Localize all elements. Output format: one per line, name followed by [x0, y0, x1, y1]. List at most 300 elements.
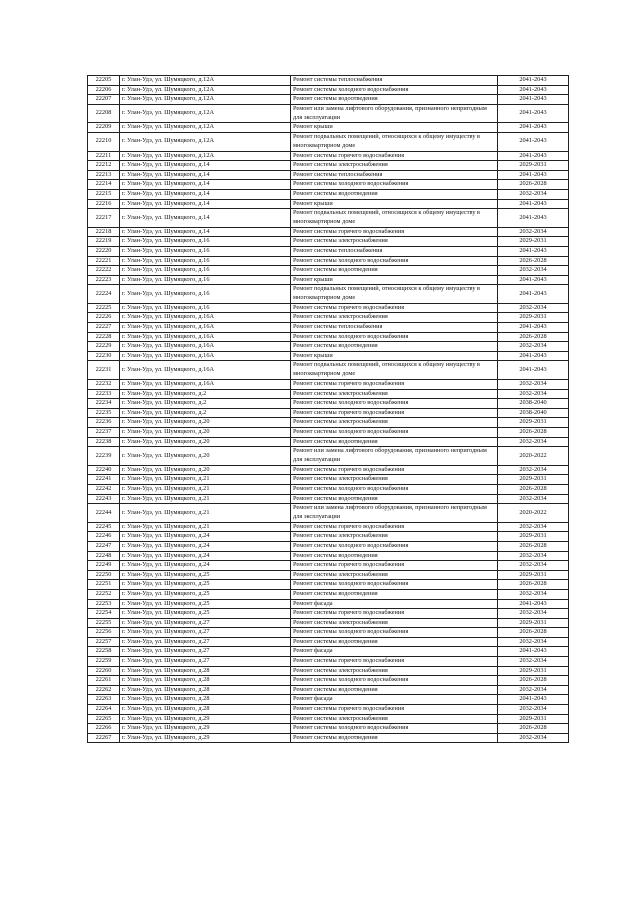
period-cell: 2041-2043 — [498, 209, 569, 228]
row-number-cell: 22266 — [88, 724, 120, 734]
work-type-cell: Ремонт подвальных помещений, относящихся к общему имуществу в многоквартирном доме — [291, 361, 498, 380]
table-row — [88, 628, 569, 638]
row-number-cell: 22224 — [88, 285, 120, 304]
period-cell: 2026-2028 — [498, 332, 569, 342]
period-cell: 2041-2043 — [498, 85, 569, 95]
table-row — [88, 85, 569, 95]
address-cell: г. Улан-Удэ, ул. Шумяцкого, д.28 — [120, 685, 291, 695]
table-row — [88, 332, 569, 342]
address-cell: г. Улан-Удэ, ул. Шумяцкого, д.25 — [120, 589, 291, 599]
work-type-cell: Ремонт системы холодного водоснабжения — [291, 724, 498, 734]
work-type-cell: Ремонт системы горячего водоснабжения — [291, 609, 498, 619]
address-cell: г. Улан-Удэ, ул. Шумяцкого, д.16А — [120, 351, 291, 361]
address-cell: г. Улан-Удэ, ул. Шумяцкого, д.16А — [120, 332, 291, 342]
period-cell: 2032-2034 — [498, 551, 569, 561]
work-type-cell: Ремонт системы горячего водоснабжения — [291, 465, 498, 475]
address-cell: г. Улан-Удэ, ул. Шумяцкого, д.2 — [120, 389, 291, 399]
period-cell: 2026-2028 — [498, 541, 569, 551]
address-cell: г. Улан-Удэ, ул. Шумяцкого, д.16 — [120, 266, 291, 276]
period-cell: 2032-2034 — [498, 494, 569, 504]
period-cell: 2041-2043 — [498, 599, 569, 609]
period-cell: 2032-2034 — [498, 561, 569, 571]
row-number-cell: 22212 — [88, 161, 120, 171]
row-number-cell: 22216 — [88, 199, 120, 209]
row-number-cell: 22250 — [88, 570, 120, 580]
table-row — [88, 599, 569, 609]
row-number-cell: 22245 — [88, 522, 120, 532]
address-cell: г. Улан-Удэ, ул. Шумяцкого, д.12А — [120, 123, 291, 133]
table-row — [88, 380, 569, 390]
row-number-cell: 22229 — [88, 342, 120, 352]
row-number-cell: 22247 — [88, 541, 120, 551]
work-type-cell: Ремонт системы горячего водоснабжения — [291, 408, 498, 418]
row-number-cell: 22221 — [88, 256, 120, 266]
row-number-cell: 22263 — [88, 695, 120, 705]
table-row — [88, 676, 569, 686]
work-type-cell: Ремонт системы электроснабжения — [291, 161, 498, 171]
table-row — [88, 428, 569, 438]
work-type-cell: Ремонт системы электроснабжения — [291, 666, 498, 676]
work-type-cell: Ремонт фасада — [291, 695, 498, 705]
row-number-cell: 22259 — [88, 657, 120, 667]
address-cell: г. Улан-Удэ, ул. Шумяцкого, д.28 — [120, 695, 291, 705]
work-type-cell: Ремонт системы холодного водоснабжения — [291, 85, 498, 95]
table-row — [88, 285, 569, 304]
period-cell: 2032-2034 — [498, 705, 569, 715]
address-cell: г. Улан-Удэ, ул. Шумяцкого, д.16 — [120, 285, 291, 304]
work-type-cell: Ремонт системы электроснабжения — [291, 389, 498, 399]
table-row — [88, 714, 569, 724]
address-cell: г. Улан-Удэ, ул. Шумяцкого, д.16А — [120, 380, 291, 390]
work-type-cell: Ремонт системы теплоснабжения — [291, 323, 498, 333]
address-cell: г. Улан-Удэ, ул. Шумяцкого, д.28 — [120, 676, 291, 686]
work-type-cell: Ремонт системы водоотведения — [291, 637, 498, 647]
address-cell: г. Улан-Удэ, ул. Шумяцкого, д.16 — [120, 303, 291, 313]
table-body — [88, 76, 569, 743]
work-type-cell: Ремонт крыши — [291, 351, 498, 361]
work-type-cell: Ремонт системы водоотведения — [291, 266, 498, 276]
address-cell: г. Улан-Удэ, ул. Шумяцкого, д.27 — [120, 647, 291, 657]
period-cell: 2032-2034 — [498, 389, 569, 399]
period-cell: 2041-2043 — [498, 76, 569, 86]
row-number-cell: 22237 — [88, 428, 120, 438]
row-number-cell: 22242 — [88, 484, 120, 494]
row-number-cell: 22252 — [88, 589, 120, 599]
table-row — [88, 589, 569, 599]
address-cell: г. Улан-Удэ, ул. Шумяцкого, д.16А — [120, 342, 291, 352]
table-row — [88, 647, 569, 657]
period-cell: 2041-2043 — [498, 285, 569, 304]
work-type-cell: Ремонт системы водоотведения — [291, 95, 498, 105]
row-number-cell: 22258 — [88, 647, 120, 657]
table-row — [88, 609, 569, 619]
period-cell: 2032-2034 — [498, 522, 569, 532]
period-cell: 2041-2043 — [498, 695, 569, 705]
row-number-cell: 22233 — [88, 389, 120, 399]
table-row — [88, 724, 569, 734]
table-row — [88, 95, 569, 105]
address-cell: г. Улан-Удэ, ул. Шумяцкого, д.25 — [120, 599, 291, 609]
work-type-cell: Ремонт или замена лифтового оборудования, признанного непригодным для эксплуатации — [291, 504, 498, 523]
address-cell: г. Улан-Удэ, ул. Шумяцкого, д.2 — [120, 408, 291, 418]
period-cell: 2029-2031 — [498, 313, 569, 323]
work-type-cell: Ремонт подвальных помещений, относящихся к общему имуществу в многоквартирном доме — [291, 209, 498, 228]
row-number-cell: 22261 — [88, 676, 120, 686]
period-cell: 2029-2031 — [498, 161, 569, 171]
table-row — [88, 494, 569, 504]
row-number-cell: 22254 — [88, 609, 120, 619]
row-number-cell: 22249 — [88, 561, 120, 571]
table-row — [88, 685, 569, 695]
row-number-cell: 22208 — [88, 104, 120, 123]
row-number-cell: 22265 — [88, 714, 120, 724]
address-cell: г. Улан-Удэ, ул. Шумяцкого, д.12А — [120, 151, 291, 161]
work-type-cell: Ремонт системы холодного водоснабжения — [291, 256, 498, 266]
address-cell: г. Улан-Удэ, ул. Шумяцкого, д.12А — [120, 76, 291, 86]
address-cell: г. Улан-Удэ, ул. Шумяцкого, д.21 — [120, 504, 291, 523]
table-row — [88, 227, 569, 237]
period-cell: 2026-2028 — [498, 628, 569, 638]
period-cell: 2032-2034 — [498, 189, 569, 199]
row-number-cell: 22226 — [88, 313, 120, 323]
address-cell: г. Улан-Удэ, ул. Шумяцкого, д.16 — [120, 246, 291, 256]
period-cell: 2041-2043 — [498, 170, 569, 180]
work-type-cell: Ремонт системы холодного водоснабжения — [291, 541, 498, 551]
row-number-cell: 22232 — [88, 380, 120, 390]
row-number-cell: 22244 — [88, 504, 120, 523]
work-type-cell: Ремонт системы электроснабжения — [291, 532, 498, 542]
address-cell: г. Улан-Удэ, ул. Шумяцкого, д.12А — [120, 95, 291, 105]
period-cell: 2029-2031 — [498, 570, 569, 580]
row-number-cell: 22241 — [88, 475, 120, 485]
row-number-cell: 22227 — [88, 323, 120, 333]
row-number-cell: 22243 — [88, 494, 120, 504]
row-number-cell: 22253 — [88, 599, 120, 609]
work-type-cell: Ремонт системы горячего водоснабжения — [291, 561, 498, 571]
address-cell: г. Улан-Удэ, ул. Шумяцкого, д.16А — [120, 361, 291, 380]
row-number-cell: 22206 — [88, 85, 120, 95]
address-cell: г. Улан-Удэ, ул. Шумяцкого, д.27 — [120, 618, 291, 628]
work-type-cell: Ремонт системы теплоснабжения — [291, 76, 498, 86]
address-cell: г. Улан-Удэ, ул. Шумяцкого, д.14 — [120, 199, 291, 209]
table-row — [88, 522, 569, 532]
period-cell: 2026-2028 — [498, 484, 569, 494]
row-number-cell: 22215 — [88, 189, 120, 199]
row-number-cell: 22262 — [88, 685, 120, 695]
table-row — [88, 199, 569, 209]
work-type-cell: Ремонт или замена лифтового оборудования, признанного непригодным для эксплуатации — [291, 104, 498, 123]
period-cell: 2038-2040 — [498, 408, 569, 418]
address-cell: г. Улан-Удэ, ул. Шумяцкого, д.16 — [120, 275, 291, 285]
work-type-cell: Ремонт системы холодного водоснабжения — [291, 676, 498, 686]
period-cell: 2026-2028 — [498, 580, 569, 590]
period-cell: 2041-2043 — [498, 199, 569, 209]
address-cell: г. Улан-Удэ, ул. Шумяцкого, д.28 — [120, 705, 291, 715]
period-cell: 2029-2031 — [498, 418, 569, 428]
period-cell: 2032-2034 — [498, 266, 569, 276]
row-number-cell: 22264 — [88, 705, 120, 715]
row-number-cell: 22214 — [88, 180, 120, 190]
period-cell: 2029-2031 — [498, 666, 569, 676]
table-row — [88, 666, 569, 676]
period-cell: 2026-2028 — [498, 256, 569, 266]
row-number-cell: 22209 — [88, 123, 120, 133]
address-cell: г. Улан-Удэ, ул. Шумяцкого, д.12А — [120, 104, 291, 123]
work-type-cell: Ремонт системы теплоснабжения — [291, 170, 498, 180]
period-cell: 2020-2022 — [498, 447, 569, 466]
address-cell: г. Улан-Удэ, ул. Шумяцкого, д.12А — [120, 132, 291, 151]
address-cell: г. Улан-Удэ, ул. Шумяцкого, д.29 — [120, 733, 291, 743]
table-row — [88, 551, 569, 561]
period-cell: 2032-2034 — [498, 342, 569, 352]
table-row — [88, 484, 569, 494]
table-row — [88, 618, 569, 628]
address-cell: г. Улан-Удэ, ул. Шумяцкого, д.12А — [120, 85, 291, 95]
work-type-cell: Ремонт фасада — [291, 647, 498, 657]
period-cell: 2038-2040 — [498, 399, 569, 409]
table-row — [88, 418, 569, 428]
table-row — [88, 361, 569, 380]
row-number-cell: 22207 — [88, 95, 120, 105]
table-row — [88, 180, 569, 190]
table-row — [88, 695, 569, 705]
row-number-cell: 22239 — [88, 447, 120, 466]
row-number-cell: 22230 — [88, 351, 120, 361]
work-type-cell: Ремонт системы горячего водоснабжения — [291, 522, 498, 532]
period-cell: 2032-2034 — [498, 303, 569, 313]
table-row — [88, 475, 569, 485]
table-row — [88, 541, 569, 551]
work-type-cell: Ремонт подвальных помещений, относящихся к общему имуществу в многоквартирном доме — [291, 285, 498, 304]
work-type-cell: Ремонт системы теплоснабжения — [291, 246, 498, 256]
work-type-cell: Ремонт системы электроснабжения — [291, 618, 498, 628]
work-type-cell: Ремонт системы горячего водоснабжения — [291, 705, 498, 715]
work-type-cell: Ремонт или замена лифтового оборудования, признанного непригодным для эксплуатации — [291, 447, 498, 466]
table-row — [88, 351, 569, 361]
row-number-cell: 22236 — [88, 418, 120, 428]
work-type-cell: Ремонт системы водоотведения — [291, 733, 498, 743]
table-row — [88, 532, 569, 542]
work-type-cell: Ремонт системы горячего водоснабжения — [291, 657, 498, 667]
table-row — [88, 637, 569, 647]
table-row — [88, 104, 569, 123]
table-row — [88, 256, 569, 266]
document-page — [87, 75, 568, 743]
row-number-cell: 22228 — [88, 332, 120, 342]
address-cell: г. Улан-Удэ, ул. Шумяцкого, д.16 — [120, 237, 291, 247]
period-cell: 2032-2034 — [498, 685, 569, 695]
period-cell: 2041-2043 — [498, 132, 569, 151]
period-cell: 2032-2034 — [498, 380, 569, 390]
address-cell: г. Улан-Удэ, ул. Шумяцкого, д.24 — [120, 551, 291, 561]
address-cell: г. Улан-Удэ, ул. Шумяцкого, д.27 — [120, 628, 291, 638]
table-row — [88, 504, 569, 523]
table-row — [88, 161, 569, 171]
period-cell: 2032-2034 — [498, 733, 569, 743]
period-cell: 2041-2043 — [498, 104, 569, 123]
row-number-cell: 22219 — [88, 237, 120, 247]
table-row — [88, 570, 569, 580]
table-row — [88, 437, 569, 447]
address-cell: г. Улан-Удэ, ул. Шумяцкого, д.16А — [120, 323, 291, 333]
table-row — [88, 561, 569, 571]
work-type-cell: Ремонт подвальных помещений, относящихся к общему имуществу в многоквартирном доме — [291, 132, 498, 151]
table-row — [88, 733, 569, 743]
table-row — [88, 132, 569, 151]
work-type-cell: Ремонт крыши — [291, 275, 498, 285]
table-row — [88, 389, 569, 399]
work-type-cell: Ремонт системы горячего водоснабжения — [291, 227, 498, 237]
address-cell: г. Улан-Удэ, ул. Шумяцкого, д.20 — [120, 465, 291, 475]
work-type-cell: Ремонт системы холодного водоснабжения — [291, 628, 498, 638]
row-number-cell: 22222 — [88, 266, 120, 276]
period-cell: 2029-2031 — [498, 714, 569, 724]
period-cell: 2041-2043 — [498, 361, 569, 380]
row-number-cell: 22255 — [88, 618, 120, 628]
row-number-cell: 22213 — [88, 170, 120, 180]
period-cell: 2029-2031 — [498, 237, 569, 247]
table-row — [88, 170, 569, 180]
row-number-cell: 22248 — [88, 551, 120, 561]
row-number-cell: 22240 — [88, 465, 120, 475]
period-cell: 2029-2031 — [498, 532, 569, 542]
work-type-cell: Ремонт системы горячего водоснабжения — [291, 380, 498, 390]
table-row — [88, 399, 569, 409]
work-type-cell: Ремонт системы горячего водоснабжения — [291, 303, 498, 313]
row-number-cell: 22235 — [88, 408, 120, 418]
address-cell: г. Улан-Удэ, ул. Шумяцкого, д.24 — [120, 532, 291, 542]
row-number-cell: 22251 — [88, 580, 120, 590]
period-cell: 2041-2043 — [498, 246, 569, 256]
address-cell: г. Улан-Удэ, ул. Шумяцкого, д.24 — [120, 541, 291, 551]
address-cell: г. Улан-Удэ, ул. Шумяцкого, д.2 — [120, 399, 291, 409]
table-row — [88, 447, 569, 466]
table-row — [88, 465, 569, 475]
work-type-cell: Ремонт системы электроснабжения — [291, 570, 498, 580]
address-cell: г. Улан-Удэ, ул. Шумяцкого, д.25 — [120, 580, 291, 590]
address-cell: г. Улан-Удэ, ул. Шумяцкого, д.21 — [120, 475, 291, 485]
address-cell: г. Улан-Удэ, ул. Шумяцкого, д.29 — [120, 724, 291, 734]
period-cell: 2032-2034 — [498, 465, 569, 475]
period-cell: 2026-2028 — [498, 428, 569, 438]
address-cell: г. Улан-Удэ, ул. Шумяцкого, д.20 — [120, 437, 291, 447]
work-type-cell: Ремонт системы водоотведения — [291, 589, 498, 599]
table-row — [88, 266, 569, 276]
work-type-cell: Ремонт фасада — [291, 599, 498, 609]
address-cell: г. Улан-Удэ, ул. Шумяцкого, д.27 — [120, 657, 291, 667]
row-number-cell: 22257 — [88, 637, 120, 647]
address-cell: г. Улан-Удэ, ул. Шумяцкого, д.20 — [120, 447, 291, 466]
address-cell: г. Улан-Удэ, ул. Шумяцкого, д.14 — [120, 180, 291, 190]
table-row — [88, 209, 569, 228]
row-number-cell: 22225 — [88, 303, 120, 313]
table-row — [88, 705, 569, 715]
row-number-cell: 22218 — [88, 227, 120, 237]
period-cell: 2041-2043 — [498, 351, 569, 361]
period-cell: 2032-2034 — [498, 589, 569, 599]
period-cell: 2026-2028 — [498, 676, 569, 686]
row-number-cell: 22231 — [88, 361, 120, 380]
period-cell: 2032-2034 — [498, 227, 569, 237]
work-type-cell: Ремонт системы электроснабжения — [291, 237, 498, 247]
work-type-cell: Ремонт системы холодного водоснабжения — [291, 428, 498, 438]
work-type-cell: Ремонт системы холодного водоснабжения — [291, 180, 498, 190]
table-row — [88, 580, 569, 590]
work-type-cell: Ремонт системы холодного водоснабжения — [291, 484, 498, 494]
work-type-cell: Ремонт системы холодного водоснабжения — [291, 332, 498, 342]
table-row — [88, 303, 569, 313]
address-cell: г. Улан-Удэ, ул. Шумяцкого, д.14 — [120, 189, 291, 199]
address-cell: г. Улан-Удэ, ул. Шумяцкого, д.14 — [120, 209, 291, 228]
period-cell: 2026-2028 — [498, 724, 569, 734]
work-type-cell: Ремонт системы электроснабжения — [291, 475, 498, 485]
work-type-cell: Ремонт системы холодного водоснабжения — [291, 399, 498, 409]
row-number-cell: 22211 — [88, 151, 120, 161]
table-row — [88, 408, 569, 418]
row-number-cell: 22210 — [88, 132, 120, 151]
work-type-cell: Ремонт системы водоотведения — [291, 494, 498, 504]
table-row — [88, 313, 569, 323]
work-type-cell: Ремонт системы водоотведения — [291, 437, 498, 447]
address-cell: г. Улан-Удэ, ул. Шумяцкого, д.20 — [120, 418, 291, 428]
table-row — [88, 76, 569, 86]
address-cell: г. Улан-Удэ, ул. Шумяцкого, д.21 — [120, 484, 291, 494]
row-number-cell: 22260 — [88, 666, 120, 676]
work-type-cell: Ремонт системы холодного водоснабжения — [291, 580, 498, 590]
period-cell: 2029-2031 — [498, 618, 569, 628]
table-row — [88, 246, 569, 256]
address-cell: г. Улан-Удэ, ул. Шумяцкого, д.21 — [120, 494, 291, 504]
period-cell: 2041-2043 — [498, 95, 569, 105]
work-type-cell: Ремонт системы электроснабжения — [291, 313, 498, 323]
period-cell: 2026-2028 — [498, 180, 569, 190]
work-type-cell: Ремонт крыши — [291, 123, 498, 133]
work-type-cell: Ремонт системы водоотведения — [291, 189, 498, 199]
period-cell: 2029-2031 — [498, 475, 569, 485]
period-cell: 2041-2043 — [498, 647, 569, 657]
work-type-cell: Ремонт системы электроснабжения — [291, 714, 498, 724]
address-cell: г. Улан-Удэ, ул. Шумяцкого, д.24 — [120, 561, 291, 571]
address-cell: г. Улан-Удэ, ул. Шумяцкого, д.14 — [120, 227, 291, 237]
row-number-cell: 22256 — [88, 628, 120, 638]
address-cell: г. Улан-Удэ, ул. Шумяцкого, д.14 — [120, 161, 291, 171]
address-cell: г. Улан-Удэ, ул. Шумяцкого, д.29 — [120, 714, 291, 724]
table-row — [88, 151, 569, 161]
row-number-cell: 22246 — [88, 532, 120, 542]
period-cell: 2041-2043 — [498, 275, 569, 285]
row-number-cell: 22238 — [88, 437, 120, 447]
table-row — [88, 275, 569, 285]
period-cell: 2041-2043 — [498, 123, 569, 133]
work-type-cell: Ремонт крыши — [291, 199, 498, 209]
address-cell: г. Улан-Удэ, ул. Шумяцкого, д.28 — [120, 666, 291, 676]
work-type-cell: Ремонт системы водоотведения — [291, 551, 498, 561]
work-type-cell: Ремонт системы водоотведения — [291, 685, 498, 695]
row-number-cell: 22223 — [88, 275, 120, 285]
period-cell: 2020-2022 — [498, 504, 569, 523]
period-cell: 2032-2034 — [498, 609, 569, 619]
address-cell: г. Улан-Удэ, ул. Шумяцкого, д.27 — [120, 637, 291, 647]
address-cell: г. Улан-Удэ, ул. Шумяцкого, д.16А — [120, 313, 291, 323]
address-cell: г. Улан-Удэ, ул. Шумяцкого, д.14 — [120, 170, 291, 180]
row-number-cell: 22217 — [88, 209, 120, 228]
row-number-cell: 22205 — [88, 76, 120, 86]
work-type-cell: Ремонт системы горячего водоснабжения — [291, 151, 498, 161]
row-number-cell: 22220 — [88, 246, 120, 256]
work-type-cell: Ремонт системы водоотведения — [291, 342, 498, 352]
period-cell: 2032-2034 — [498, 437, 569, 447]
table-row — [88, 123, 569, 133]
